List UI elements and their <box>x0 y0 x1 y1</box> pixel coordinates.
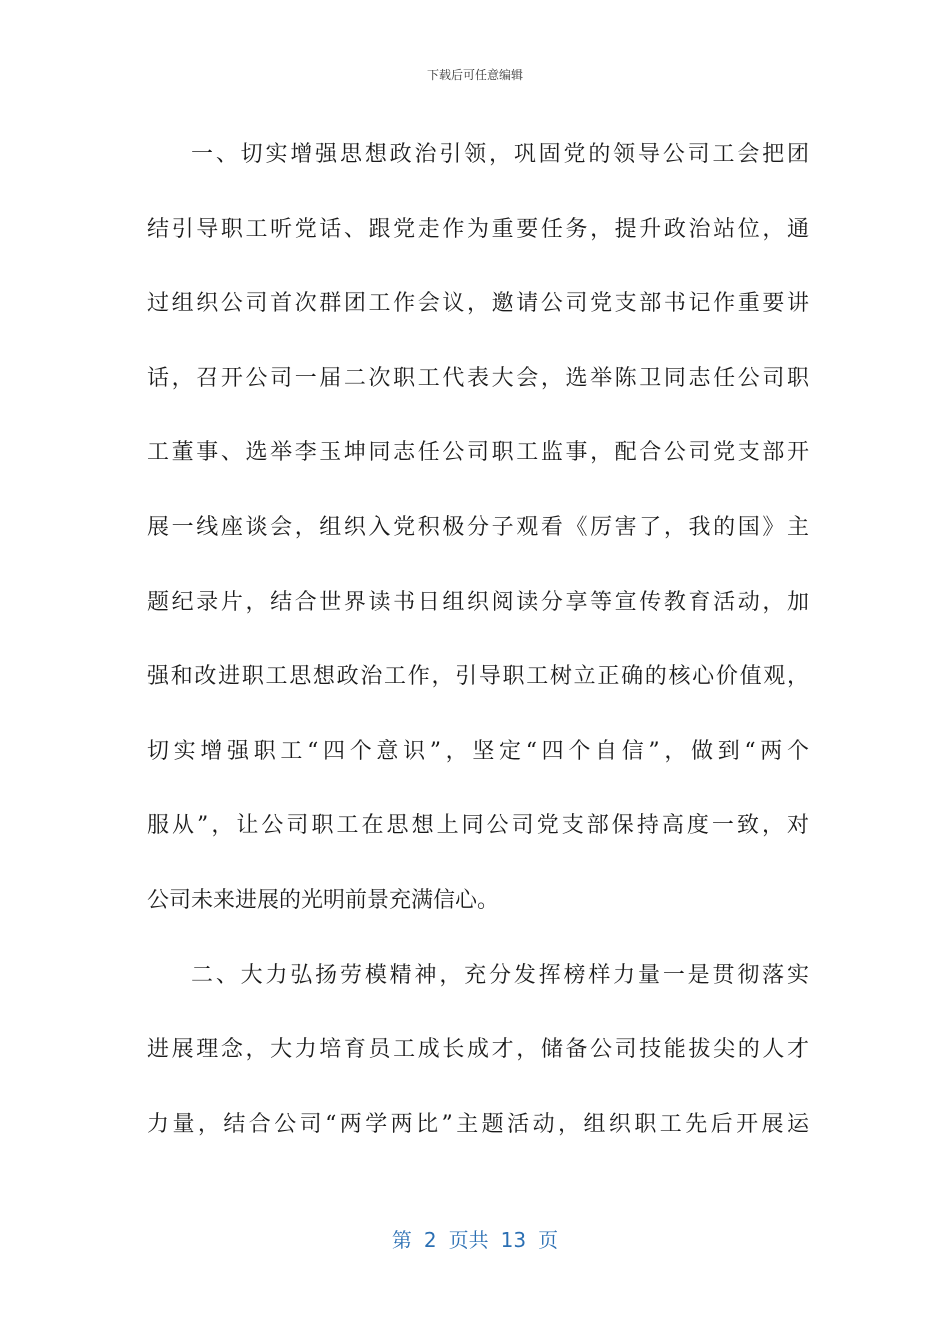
text-line: 切实增强职工“四个意识”，坚定“四个自信”，做到“两个 <box>147 738 809 764</box>
text-line: 工董事、选举李玉坤同志任公司职工监事，配合公司党支部开 <box>147 440 809 466</box>
page-middle: 页共 <box>448 1228 489 1252</box>
document-body <box>147 118 809 1162</box>
paragraph-2 <box>147 939 809 1163</box>
text-line: 强和改进职工思想政治工作，引导职工树立正确的核心价值观， <box>147 664 809 690</box>
text-line: 公司未来进展的光明前景充满信心。 <box>147 887 500 913</box>
text-line: 题纪录片，结合世界读书日组织阅读分享等宣传教育活动，加 <box>147 589 809 615</box>
text-line: 一、切实增强思想政治引领，巩固党的领导公司工会把团 <box>191 142 809 167</box>
page-header: 下载后可任意编辑 <box>426 68 523 82</box>
text-line: 结引导职工听党话、跟党走作为重要任务，提升政治站位，通 <box>147 216 809 242</box>
text-line: 服从”，让公司职工在思想上同公司党支部保持高度一致，对 <box>147 813 809 839</box>
text-line: 话，召开公司一届二次职工代表大会，选举陈卫同志任公司职 <box>147 365 809 391</box>
total-pages: 13 <box>500 1228 527 1252</box>
text-line: 二、大力弘扬劳模精神，充分发挥榜样力量一是贯彻落实 <box>191 962 809 988</box>
text-line: 力量，结合公司“两学两比”主题活动，组织职工先后开展运 <box>147 1111 809 1137</box>
paragraph-1 <box>147 118 809 939</box>
current-page: 2 <box>423 1228 437 1252</box>
text-line: 过组织公司首次群团工作会议，邀请公司党支部书记作重要讲 <box>147 291 809 317</box>
page-prefix: 第 <box>391 1228 412 1252</box>
page-suffix: 页 <box>538 1228 559 1252</box>
page-number-footer <box>0 1224 950 1253</box>
text-line: 进展理念，大力培育员工成长成才，储备公司技能拔尖的人才 <box>147 1037 809 1063</box>
text-line: 展一线座谈会，组织入党积极分子观看《厉害了，我的国》主 <box>147 514 809 540</box>
